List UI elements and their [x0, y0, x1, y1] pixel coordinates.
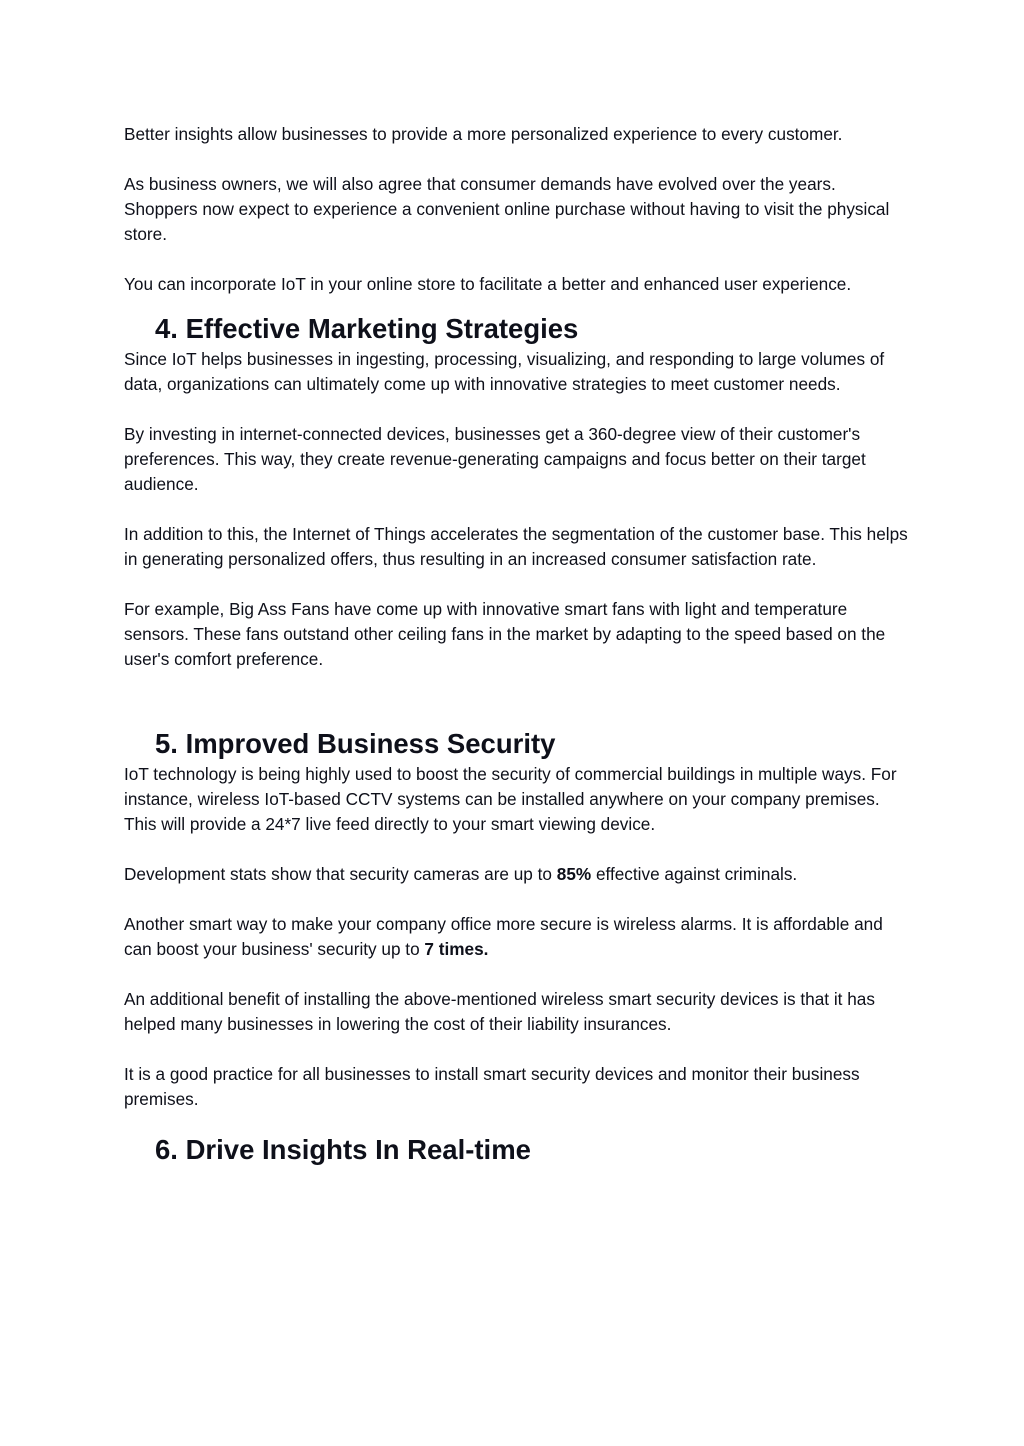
paragraph [124, 912, 914, 962]
section-heading: 5. Improved Business Security [155, 728, 556, 759]
paragraph: You can incorporate IoT in your online store to facilitate a better and enhanced user experience. [124, 274, 852, 294]
bold-stat: 7 times. [424, 939, 489, 959]
paragraph: As business owners, we will also agree that consumer demands have evolved over the years. Shoppers now expect to experience a convenient online purchase without having to visit the physical store. [124, 174, 890, 244]
paragraph: By investing in internet-connected devices, businesses get a 360-degree view of their customer's preferences. This way, they create revenue-generating campaigns and focus better on their target audience. [124, 424, 866, 494]
bold-stat: 85% [556, 864, 592, 884]
paragraph: IoT technology is being highly used to boost the security of commercial buildings in multiple ways. For instance, wireless IoT-based CCTV systems can be installed anywhere on your company premises. This will provide a 24*7 live feed directly to your smart viewing device. [124, 764, 897, 834]
document-page [124, 122, 914, 1168]
text-run: Another smart way to make your company office more secure is wireless alarms. It is affordable and can boost your business' security up to [124, 914, 883, 959]
paragraph: Since IoT helps businesses in ingesting, processing, visualizing, and responding to large volumes of data, organizations can ultimately come up with innovative strategies to meet customer needs. [124, 349, 885, 394]
section-heading: 4. Effective Marketing Strategies [155, 313, 579, 344]
paragraph: In addition to this, the Internet of Things accelerates the segmentation of the customer base. This helps in generating personalized offers, thus resulting in an increased consumer satisfaction rate. [124, 524, 908, 569]
section-heading: 6. Drive Insights In Real-time [155, 1134, 531, 1165]
text-run: Development stats show that security cameras are up to [124, 864, 557, 884]
text-run: effective against criminals. [591, 864, 798, 884]
paragraph: For example, Big Ass Fans have come up with innovative smart fans with light and temperature sensors. These fans outstand other ceiling fans in the market by adapting to the speed based on the user's comfort preference. [124, 599, 886, 669]
paragraph [124, 862, 914, 887]
paragraph: It is a good practice for all businesses to install smart security devices and monitor their business premises. [124, 1064, 860, 1109]
paragraph: Better insights allow businesses to provide a more personalized experience to every customer. [124, 124, 843, 144]
paragraph: An additional benefit of installing the above-mentioned wireless smart security devices is that it has helped many businesses in lowering the cost of their liability insurances. [124, 989, 875, 1034]
